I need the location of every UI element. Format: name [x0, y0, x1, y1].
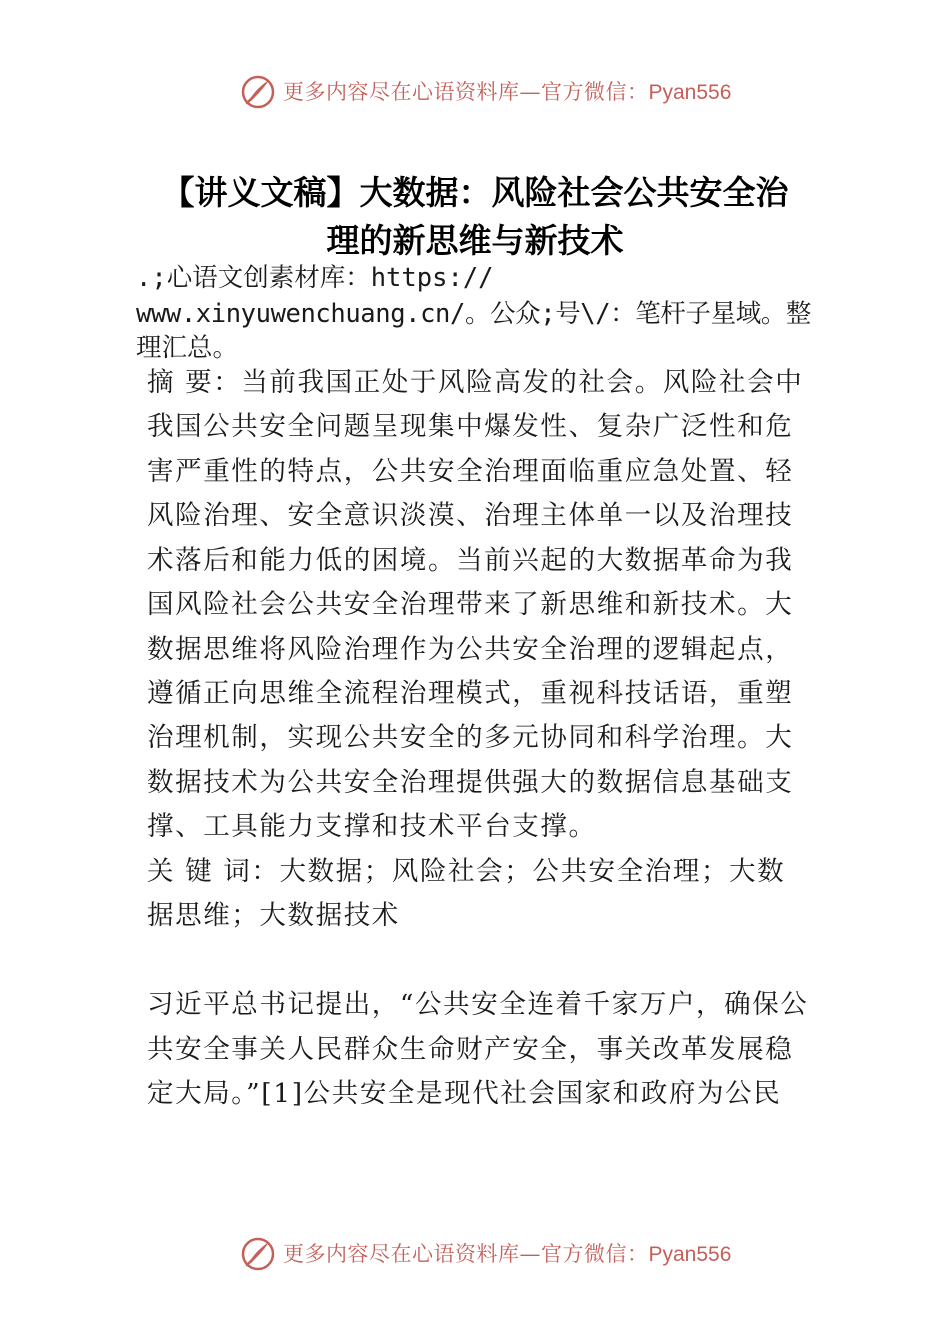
header-banner [0, 72, 950, 112]
source-note-line-3: 理汇总。 [136, 333, 239, 363]
abstract-line: 国风险社会公共安全治理带来了新思维和新技术。大 [147, 589, 794, 620]
abstract-line: 我国公共安全问题呈现集中爆发性、复杂广泛性和危 [147, 411, 794, 442]
body-line: 共安全事关人民群众生命财产安全，事关改革发展稳 [147, 1034, 794, 1065]
abstract-line: 摘 要：当前我国正处于风险高发的社会。风险社会中 [147, 367, 804, 398]
document-title-line-1: 【讲义文稿】大数据：风险社会公共安全治 [161, 173, 789, 212]
abstract-line: 遵循正向思维全流程治理模式，重视科技话语，重塑 [147, 678, 794, 709]
banner-text: 更多内容尽在心语资料库—官方微信：Pyan556 [283, 80, 732, 104]
abstract-line: 术落后和能力低的困境。当前兴起的大数据革命为我 [147, 545, 794, 576]
quill-emblem-icon [240, 74, 276, 110]
wechat-account: Pyan556 [648, 81, 732, 104]
wechat-account: Pyan556 [648, 1243, 732, 1266]
body-line: 习近平总书记提出，“公共安全连着千家万户，确保公 [147, 989, 809, 1020]
abstract-line: 风险治理、安全意识淡漠、治理主体单一以及治理技 [147, 500, 794, 531]
abstract-line: 治理机制，实现公共安全的多元协同和科学治理。大 [147, 722, 794, 753]
abstract-line: 数据思维将风险治理作为公共安全治理的逻辑起点， [147, 634, 794, 665]
keywords-line: 关 键 词：大数据；风险社会；公共安全治理；大数 [147, 856, 786, 887]
source-note-line-2: www.xinyuwenchuang.cn/。公众;号\/：笔杆子星域。整 [136, 299, 812, 329]
keywords-line: 据思维；大数据技术 [147, 900, 400, 931]
footer-banner [0, 1234, 950, 1274]
quill-emblem-icon [240, 1236, 276, 1272]
abstract-line: 撑、工具能力支撑和技术平台支撑。 [147, 811, 597, 842]
abstract-line: 数据技术为公共安全治理提供强大的数据信息基础支 [147, 767, 794, 798]
document-title-line-2: 理的新思维与新技术 [326, 221, 624, 260]
abstract-line: 害严重性的特点，公共安全治理面临重应急处置、轻 [147, 456, 794, 487]
source-note-line-1: .;心语文创素材库：https:// [136, 263, 494, 293]
banner-text: 更多内容尽在心语资料库—官方微信：Pyan556 [283, 1242, 732, 1266]
body-line: 定大局。”[1]公共安全是现代社会国家和政府为公民 [147, 1078, 782, 1109]
